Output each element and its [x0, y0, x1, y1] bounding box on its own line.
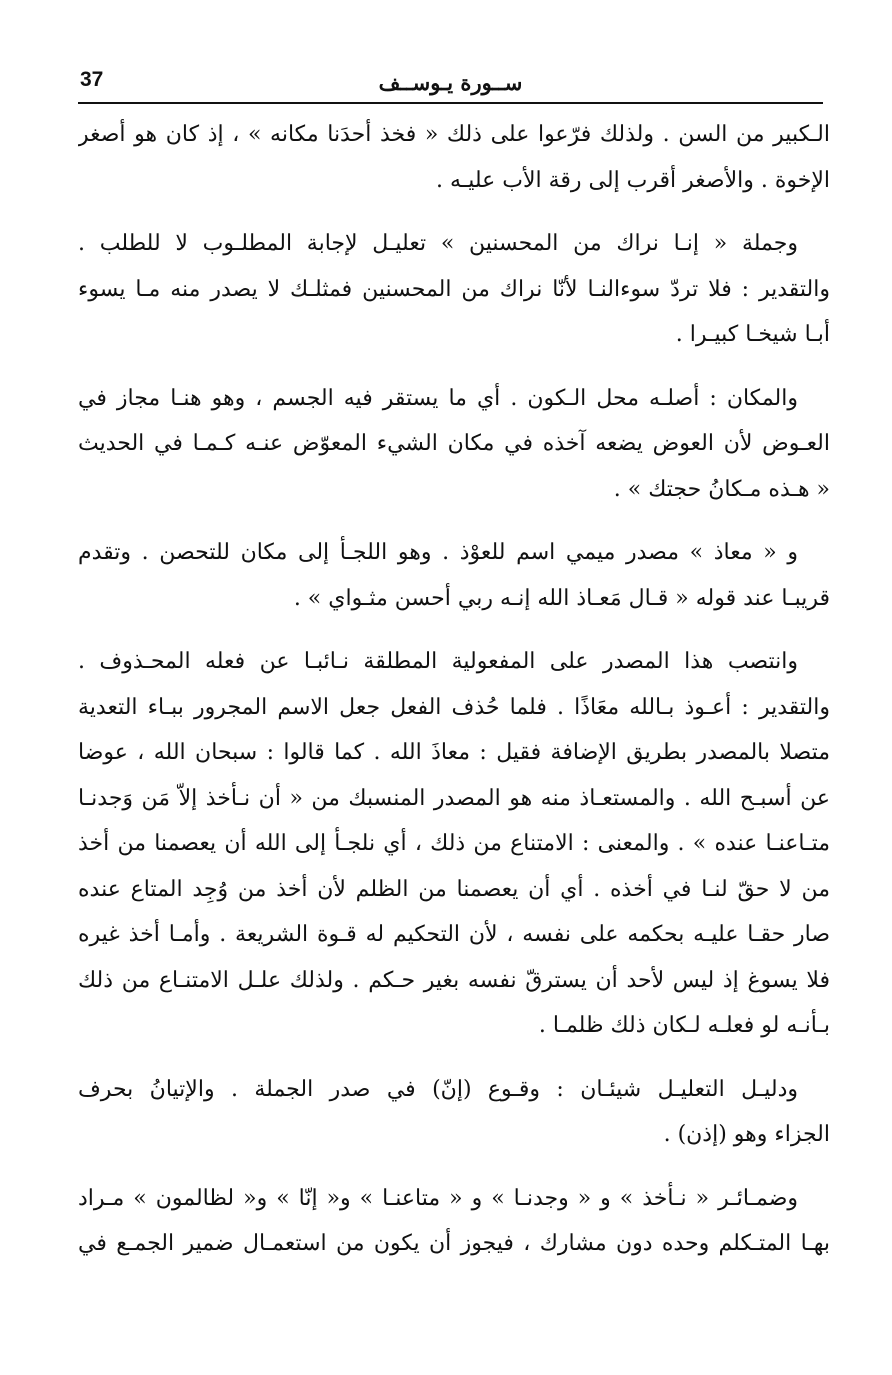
paragraph-6: [78, 1067, 830, 1158]
page-number: 37: [80, 68, 104, 91]
text-line: « هـذه مـكانُ حجتك » .: [613, 476, 830, 502]
paragraph-4: [78, 530, 830, 621]
text-line: وانتصب هذا المصدر على المفعولية المطلقة نـائبـا عن فعله المحـذوف .: [78, 649, 798, 674]
text-line: والتقدير : فلا تردّ سوءالنـا لأنّا نراك من المحسنين فمثلـك لا يصدر منه مـا يسوء: [78, 276, 830, 302]
paragraph-5: [78, 639, 830, 1049]
page-header: [78, 62, 823, 104]
text-line: الجزاء وهو (إذن) .: [663, 1122, 830, 1147]
text-line: الإخوة . والأصغر أقرب إلى رقة الأب عليـه .: [435, 167, 830, 193]
text-line: بهـا المتـكلم وحده دون مشارك ، فيجوز أن يكون من استعمـال ضمير الجمـع في: [78, 1231, 830, 1256]
text-line: وجملة « إنـا نراك من المحسنين » تعليـل لإجابة المطلـوب لا للطلب .: [78, 231, 798, 256]
text-line: متصلا بالمصدر بطريق الإضافة فقيل : معاذَ الله . كما قالوا : سبحان الله ، عوضا: [78, 740, 830, 765]
paragraph-3: [78, 376, 830, 513]
paragraph-7: [78, 1176, 830, 1267]
text-line: ودليـل التعليـل شيئـان : وقـوع (إنّ) في صدر الجملة . والإتيانُ بحرف: [78, 1076, 798, 1102]
text-line: عن أسبـح الله . والمستعـاذ منه هو المصدر المنسبك من « أن نـأخذ إلاّ مَن وَجدنـا: [78, 785, 830, 811]
paragraph-2: [78, 221, 830, 358]
paragraph-1: [78, 112, 830, 203]
text-line: أبـا شيخـا كبيـرا .: [675, 322, 830, 347]
text-line: من لا حقّ لنـا في أخذه . أي أن يعصمنا من الظلم لأن أخذ من وُجِد المتاع عنده: [78, 876, 830, 902]
text-line: وضمـائـر « نـأخذ » و « وجدنـا » و « متاعنـا » و« إنّا » و« لظالمون » مـراد: [78, 1185, 798, 1211]
text-line: فلا يسوغ إذ ليس لأحد أن يسترقّ نفسه بغير حـكم . ولذلك علـل الامتنـاع من ذلك: [78, 967, 830, 993]
text-line: قريبـا عند قوله « قـال مَعـاذ الله إنـه ربي أحسن مثـواي » .: [293, 585, 830, 611]
body-text: [78, 112, 830, 1285]
running-title: ســورة يـوســف: [378, 70, 523, 95]
text-line: والتقدير : أعـوذ بـالله معَاذًا . فلما حُذف الفعل جعل الاسم المجرور ببـاء التعدية: [78, 694, 830, 720]
text-line: العـوض لأن العوض يضعه آخذه في مكان الشيء المعوّض عنـه كـمـا في الحديث: [78, 431, 830, 456]
text-line: صار حقـا عليـه بحكمه على نفسه ، لأن التحكيم له قـوة الشريعة . وأمـا أخذ غيره: [78, 922, 830, 947]
text-line: متـاعنـا عنده » . والمعنى : الامتناع من ذلك ، أي نلجـأ إلى الله أن يعصمنا من أخذ: [78, 831, 830, 856]
text-line: الـكبير من السن . ولذلك فرّعوا على ذلك « فخذ أحدَنا مكانه » ، إذ كان هو أصغر: [78, 122, 830, 147]
text-line: و « معاذ » مصدر ميمي اسم للعوْذ . وهو اللجـأ إلى مكان للتحصن . وتقدم: [78, 540, 798, 565]
text-line: بـأنـه لو فعلـه لـكان ذلك ظلمـا .: [538, 1013, 830, 1038]
text-line: والمكان : أصلـه محل الـكون . أي ما يستقر فيه الجسم ، وهو هنـا مجاز في: [78, 385, 798, 411]
